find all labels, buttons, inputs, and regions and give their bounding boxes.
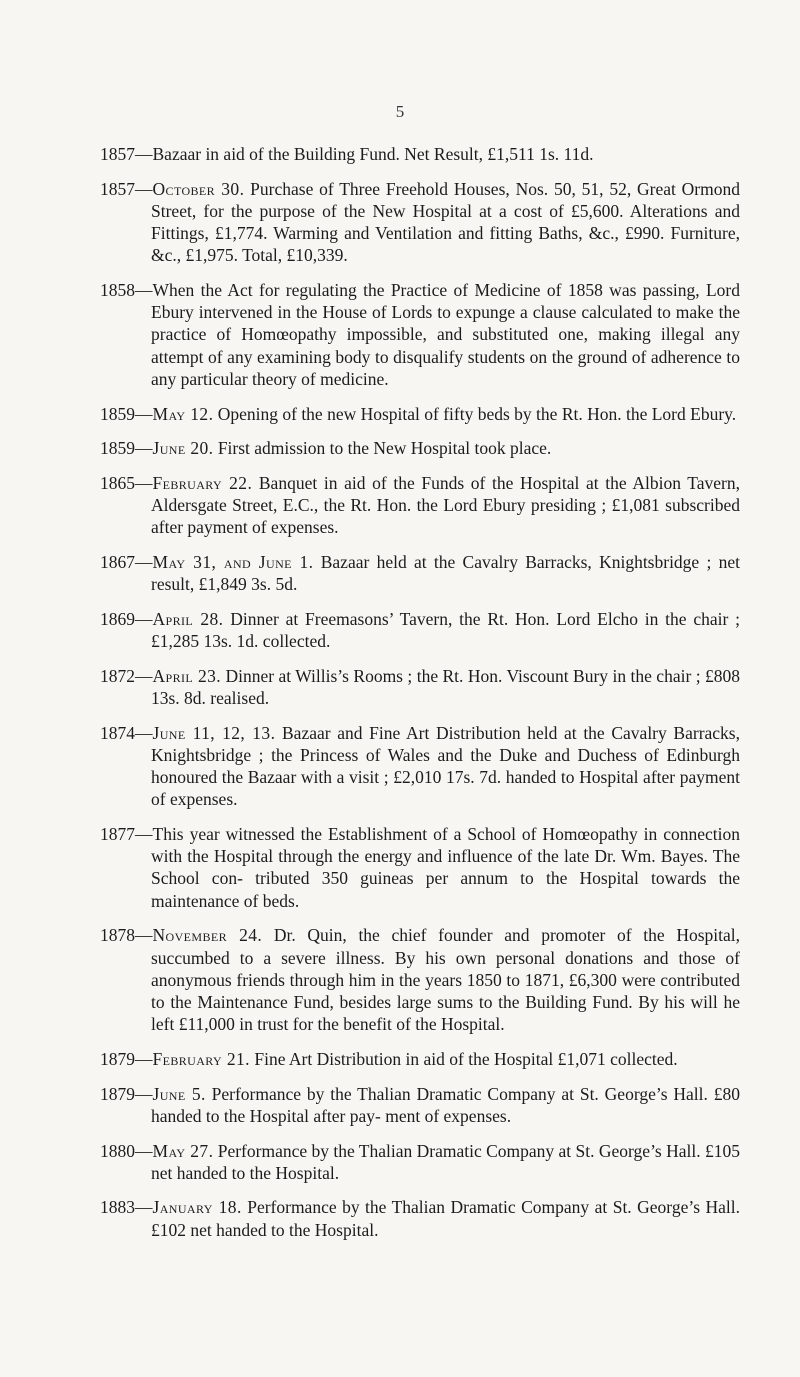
entry-text: Purchase of Three Freehold Houses, Nos. 50, 51, 52, Great Ormond Street, for the purpose of the New Hospital at a cost of £5,600. Alterations and Fittings, £1,774. Warming and Ventilation and fitting Baths, &c., £990. Furniture, &c., £1,975. Total, £10,339. xyxy=(151,178,741,266)
entry-year: 1857 xyxy=(100,178,135,199)
entry-text: Bazaar and Fine Art Distribution held at the Cavalry Barracks, Knightsbridge ; the Princess of Wales and the Duke and Duchess of Edinburgh honoured the Bazaar with a visit ; £2,010 17s. 7d. handed to Hospital after payment of expenses. xyxy=(151,722,740,810)
entry-date: May 27. xyxy=(152,1140,214,1161)
entry-date: April 28. xyxy=(152,608,224,629)
entry-year: 1857 xyxy=(100,144,135,164)
chronology-entry: 1878—November 24. Dr. Quin, the chief founder and promoter of the Hospital, succumbed to a severe illness. By his own personal donations and those of anonymous friends through him in the years 1850 to 1871, £6,300 were contributed to the Maintenance Fund, besides large sums to the Building Fund. By his will he left £11,000 in trust for the benefit of the Hospital. xyxy=(100,925,741,1035)
chronology-entry: 1877—This year witnessed the Establishment of a School of Homœopathy in connection with the Hospital through the energy and influence of the late Dr. Wm. Bayes. The School con- tributed 350 guineas per annum to the Hospital towards the maintenance of beds. xyxy=(100,824,740,911)
entry-text: Performance by the Thalian Dramatic Company at St. George’s Hall. £105 net handed to the Hospital. xyxy=(151,1140,740,1183)
entry-text: Dinner at Willis’s Rooms ; the Rt. Hon. Viscount Bury in the chair ; £808 13s. 8d. realised. xyxy=(151,665,740,709)
entry-year: 1879 xyxy=(100,1083,135,1104)
chronology-entry: 1879—February 21. Fine Art Distribution in aid of the Hospital £1,071 collected. xyxy=(100,1048,678,1069)
entry-text: Dinner at Freemasons’ Tavern, the Rt. Hon. Lord Elcho in the chair ; £1,285 13s. 1d. collected. xyxy=(151,608,740,652)
entry-year: 1883 xyxy=(100,1197,135,1218)
entry-date: February 22. xyxy=(152,472,253,493)
chronology-entry: 1857—October 30. Purchase of Three Freehold Houses, Nos. 50, 51, 52, Great Ormond Street, for the purpose of the New Hospital at a cost of £5,600. Alterations and Fittings, £1,774. Warming and Ventilation and fitting Baths, &c., £990. Furniture, &c., £1,975. Total, £10,339. xyxy=(100,178,741,266)
entry-year: 1869 xyxy=(100,608,135,629)
entry-year: 1859 xyxy=(100,403,135,424)
entry-text: Banquet in aid of the Funds of the Hospital at the Albion Tavern, Aldersgate Street, E.C., the Rt. Hon. the Lord Ebury presiding ; £1,081 subscribed after payment of expenses. xyxy=(151,472,740,538)
entry-year: 1858 xyxy=(100,280,135,301)
entry-year: 1874 xyxy=(100,722,135,743)
entry-year: 1872 xyxy=(100,665,135,686)
chronology-entry: 1857—Bazaar in aid of the Building Fund. Net Result, £1,511 1s. 11d. xyxy=(100,144,594,164)
entry-text: Bazaar in aid of the Building Fund. Net Result, £1,511 1s. 11d. xyxy=(152,144,594,164)
entry-year: 1859 xyxy=(100,438,135,459)
entry-year: 1865 xyxy=(100,472,135,493)
entry-date: October 30. xyxy=(152,178,245,199)
entry-text: Dr. Quin, the chief founder and promoter of the Hospital, succumbed to a severe illness. By his own personal donations and those of anonymous friends through him in the years 1850 to 1871, £6,300 were contributed to the Maintenance Fund, besides large sums to the Building Fund. By his will he left £11,000 in trust for the benefit of the Hospital. xyxy=(151,925,741,1035)
entry-year: 1867 xyxy=(100,552,135,573)
chronology-list xyxy=(100,143,740,1253)
entry-text: Bazaar held at the Cavalry Barracks, Knightsbridge ; net result, £1,849 3s. 5d. xyxy=(151,552,740,595)
entry-date: May 12. xyxy=(152,403,214,424)
entry-date: February 21. xyxy=(152,1048,250,1069)
entry-date: January 18. xyxy=(152,1197,242,1218)
entry-text: First admission to the New Hospital took place. xyxy=(213,438,552,459)
entry-date: April 23. xyxy=(152,665,222,686)
entry-text: Performance by the Thalian Dramatic Company at St. George’s Hall. £80 handed to the Hospital after pay- ment of expenses. xyxy=(151,1083,740,1126)
chronology-entry: 1879—June 5. Performance by the Thalian Dramatic Company at St. George’s Hall. £80 handed to the Hospital after pay- ment of expenses. xyxy=(100,1083,740,1126)
entry-year: 1878 xyxy=(100,925,135,946)
entry-text: Fine Art Distribution in aid of the Hospital £1,071 collected. xyxy=(249,1048,678,1069)
entry-year: 1880 xyxy=(100,1140,135,1161)
entry-text: When the Act for regulating the Practice of Medicine of 1858 was passing, Lord Ebury intervened in the House of Lords to expunge a clause calculated to make the practice of Homœopathy impossible, and substituted one, making illegal any attempt of any examining body to disqualify students on the ground of adherence to any particular theory of medicine. xyxy=(151,280,740,389)
chronology-entry: 1867—May 31, and June 1. Bazaar held at the Cavalry Barracks, Knightsbridge ; net result, £1,849 3s. 5d. xyxy=(100,552,740,595)
entry-text: Opening of the new Hospital of fifty beds by the Rt. Hon. the Lord Ebury. xyxy=(213,403,737,424)
chronology-entry: 1880—May 27. Performance by the Thalian Dramatic Company at St. George’s Hall. £105 net handed to the Hospital. xyxy=(100,1140,740,1183)
entry-date: November 24. xyxy=(152,925,263,946)
entry-year: 1877 xyxy=(100,824,135,845)
entry-text: Performance by the Thalian Dramatic Company at St. George’s Hall. £102 net handed to the Hospital. xyxy=(151,1197,740,1240)
chronology-entry: 1869—April 28. Dinner at Freemasons’ Tavern, the Rt. Hon. Lord Elcho in the chair ; £1,285 13s. 1d. collected. xyxy=(100,608,740,652)
chronology-entry: 1859—June 20. First admission to the New Hospital took place. xyxy=(100,438,552,459)
entry-date: June 20. xyxy=(152,438,214,459)
page-number: 5 xyxy=(395,102,405,121)
chronology-entry: 1874—June 11, 12, 13. Bazaar and Fine Art Distribution held at the Cavalry Barracks, Knightsbridge ; the Princess of Wales and the Duke and Duchess of Edinburgh honoured the Bazaar with a visit ; £2,010 17s. 7d. handed to Hospital after payment of expenses. xyxy=(100,722,740,810)
chronology-entry: 1858—When the Act for regulating the Practice of Medicine of 1858 was passing, Lord Ebury intervened in the House of Lords to expunge a clause calculated to make the practice of Homœopathy impossible, and substituted one, making illegal any attempt of any examining body to disqualify students on the ground of adherence to any particular theory of medicine. xyxy=(100,280,740,389)
chronology-entry: 1865—February 22. Banquet in aid of the Funds of the Hospital at the Albion Tavern, Aldersgate Street, E.C., the Rt. Hon. the Lord Ebury presiding ; £1,081 subscribed after payment of expenses. xyxy=(100,472,740,538)
chronology-entry: 1859—May 12. Opening of the new Hospital of fifty beds by the Rt. Hon. the Lord Ebury. xyxy=(100,403,737,424)
entry-date: June 11, 12, 13. xyxy=(152,722,276,743)
entry-date: May 31, and June 1. xyxy=(152,552,314,573)
entry-year: 1879 xyxy=(100,1048,135,1069)
chronology-entry: 1872—April 23. Dinner at Willis’s Rooms ; the Rt. Hon. Viscount Bury in the chair ; £808 13s. 8d. realised. xyxy=(100,665,740,709)
entry-date: June 5. xyxy=(152,1083,206,1104)
entry-text: This year witnessed the Establishment of a School of Homœopathy in connection with the Hospital through the energy and influence of the late Dr. Wm. Bayes. The School con- tributed 350 guineas per annum to the Hospital towards the maintenance of beds. xyxy=(151,824,740,911)
chronology-entry: 1883—January 18. Performance by the Thalian Dramatic Company at St. George’s Hall. £102 net handed to the Hospital. xyxy=(100,1197,740,1240)
